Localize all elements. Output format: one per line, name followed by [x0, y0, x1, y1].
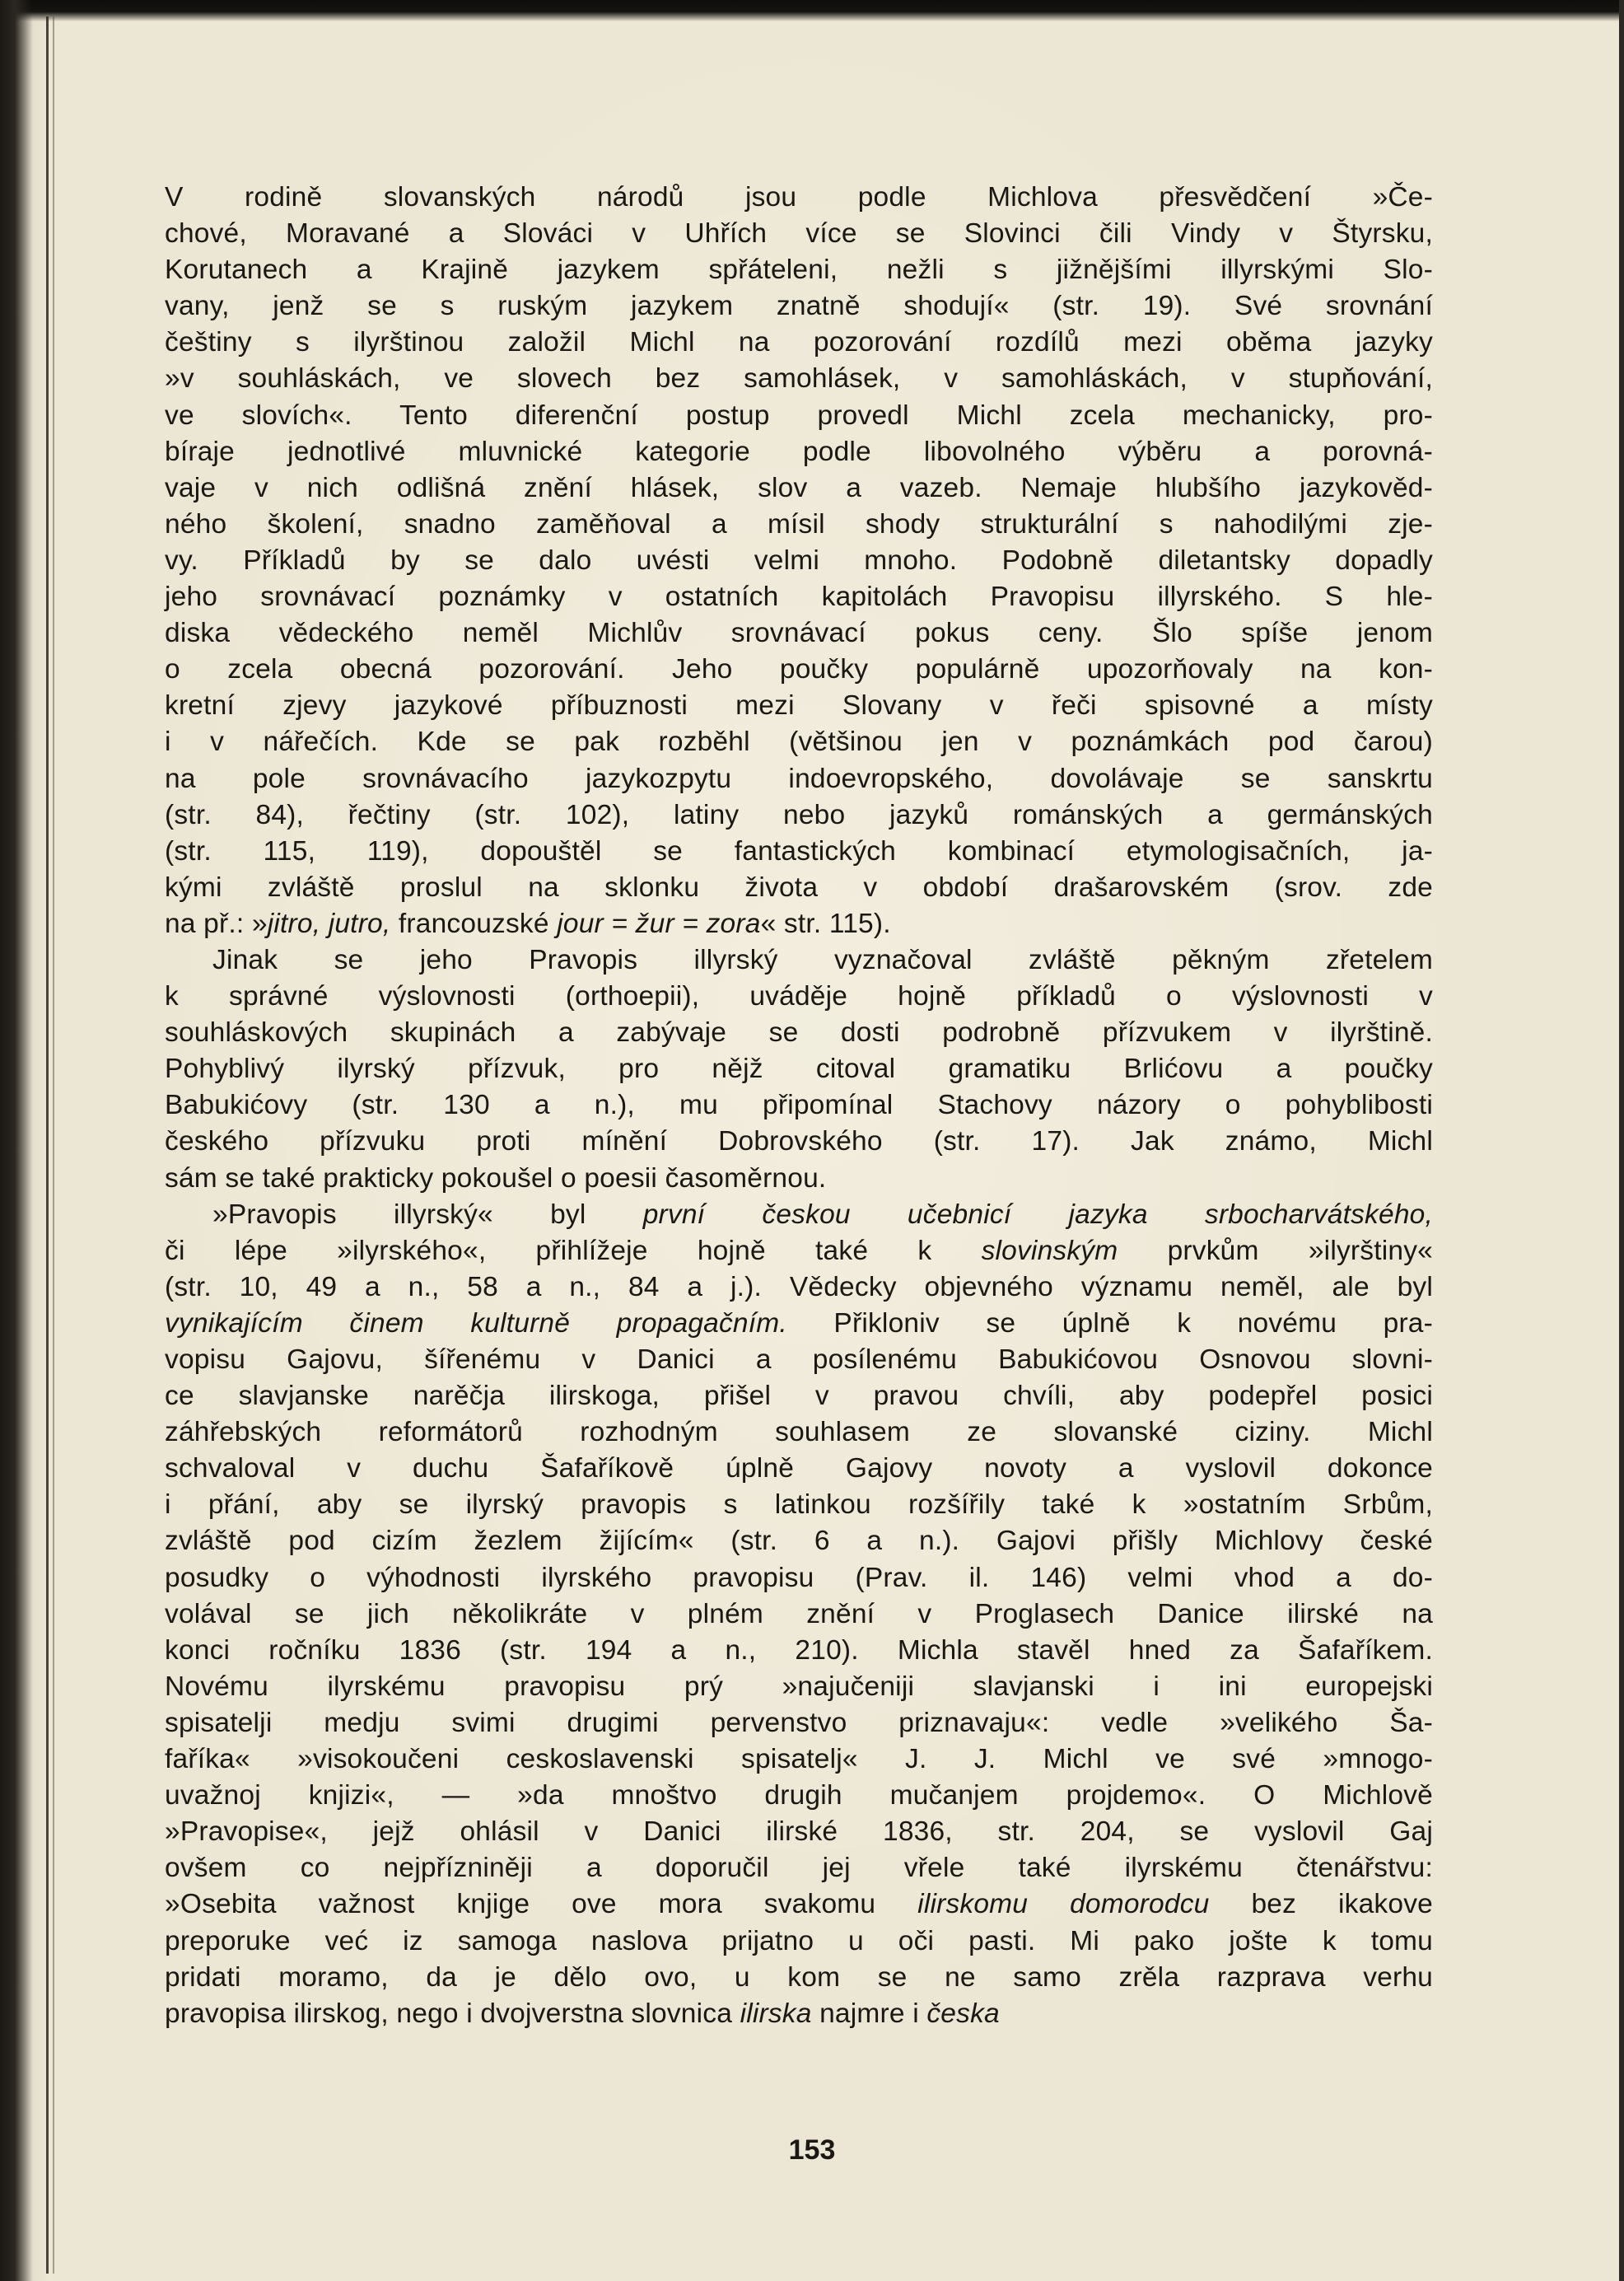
text-line: [165, 1015, 1433, 1051]
text-line: [165, 688, 1433, 724]
text-line: [165, 652, 1433, 688]
text-run: »Pravopis illyrský« byl: [212, 1199, 643, 1230]
text-run: souhláskových skupinách a zabývaje se dosti podrobně přízvukem v ilyrštině.: [165, 1017, 1433, 1049]
text-line: [165, 470, 1433, 507]
text-run: francouzské: [390, 908, 558, 939]
text-line: [165, 1850, 1433, 1886]
text-run: diska vědeckého neměl Michlův srovnávací pokus ceny. Šlo spíše jenom: [165, 618, 1433, 649]
text-line: [165, 1705, 1433, 1741]
text-run: prvkům »ilyrštiny«: [1118, 1235, 1433, 1266]
italic-text-run: ilirskomu domorodcu: [917, 1889, 1210, 1920]
text-run: či lépe »ilyrského«, přihlížeje hojně také k: [165, 1235, 982, 1266]
text-run: Novému ilyrskému pravopisu prý »najučeniji slavjanski i ini europejski: [165, 1671, 1433, 1702]
text-run: jeho srovnávací poznámky v ostatních kapitolách Pravopisu illyrského. S hle-: [165, 582, 1433, 613]
text-line: [165, 1523, 1433, 1559]
text-run: najmre i: [811, 1998, 927, 2029]
text-line: [165, 1161, 1433, 1197]
text-line: [165, 579, 1433, 615]
text-line: [165, 1378, 1433, 1414]
text-run: češtiny s ilyrštinou založil Michl na pozorování rozdílů mezi oběma jazyky: [165, 327, 1433, 358]
text-line: [165, 434, 1433, 470]
text-run: Babukićovy (str. 130 a n.), mu připomínal Stachovy názory o pohyblibosti: [165, 1090, 1433, 1121]
italic-text-run: slovinským: [981, 1235, 1118, 1266]
text-run: vaje v nich odlišná znění hlásek, slov a vazeb. Nemaje hlubšího jazykověd-: [165, 472, 1433, 503]
text-run: faříka« »visokoučeni ceskoslavenski spisatelj« J. J. Michl ve své »mnogo-: [165, 1744, 1433, 1775]
text-line: [165, 1923, 1433, 1960]
text-line: [165, 1633, 1433, 1669]
text-line: [165, 1814, 1433, 1850]
text-line: [165, 834, 1433, 870]
text-run: bíraje jednotlivé mluvnické kategorie podle libovolného výběru a porovná-: [165, 436, 1433, 467]
text-run: Pohyblivý ilyrský přízvuk, pro nějž citoval gramatiku Brlićovu a poučky: [165, 1054, 1433, 1085]
text-line: [165, 1996, 1433, 2032]
text-line: [165, 615, 1433, 652]
text-run: volával se jich několikráte v plném znění v Proglasech Danice ilirské na: [165, 1598, 1433, 1629]
italic-text-run: jitro, jutro,: [267, 908, 391, 939]
text-line: [165, 325, 1433, 361]
text-run: vany, jenž se s ruským jazykem znatně shodují« (str. 19). Své srovnání: [165, 291, 1433, 322]
italic-text-run: jour = žur = zora: [557, 908, 761, 939]
text-line: [165, 1669, 1433, 1705]
binding-shadow: [0, 0, 33, 2281]
text-line: [165, 1886, 1433, 1923]
text-run: sám se také prakticky pokoušel o poesii časoměrnou.: [165, 1162, 827, 1194]
text-run: kými zvláště proslul na sklonku života v období drašarovském (srov. zde: [165, 872, 1433, 903]
text-line: [165, 1741, 1433, 1778]
page-number: 153: [788, 2134, 836, 2166]
text-run: pridati moramo, da je dělo ovo, u kom se ne samo zrěla razprava verhu: [165, 1961, 1433, 1993]
text-run: i v nářečích. Kde se pak rozběhl (většinou jen v poznámkách pod čarou): [165, 727, 1433, 758]
text-run: uvažnoj knjizi«, — »da mnoštvo drugih mučanjem projdemo«. O Michlově: [165, 1780, 1433, 1811]
text-line: [165, 507, 1433, 543]
text-run: ného školení, snadno zaměňoval a mísil shody strukturální s nahodilými zje-: [165, 508, 1433, 540]
text-run: »Pravopise«, jejž ohlásil v Danici ilirské 1836, str. 204, se vyslovil Gaj: [165, 1816, 1433, 1848]
binding-fold-line: [46, 16, 49, 2274]
text-run: bez ikakove: [1209, 1889, 1433, 1920]
text-line: [165, 906, 1433, 942]
text-line: [165, 979, 1433, 1015]
text-line: [165, 1560, 1433, 1596]
text-run: ce slavjanske narěčja ilirskoga, přišel v pravou chvíli, aby podepřel posici: [165, 1381, 1433, 1412]
text-run: ovšem co nejpřízniněji a doporučil jej vřele také ilyrskému čtenářstvu:: [165, 1853, 1433, 1884]
text-line: [165, 761, 1433, 797]
text-run: českého přízvuku proti mínění Dobrovského (str. 17). Jak známo, Michl: [165, 1126, 1433, 1157]
text-line: [165, 1778, 1433, 1814]
text-line: [165, 1306, 1433, 1342]
text-line: [165, 1487, 1433, 1523]
text-run: ve slovích«. Tento diferenční postup provedl Michl zcela mechanicky, pro-: [165, 400, 1433, 431]
italic-text-run: ilirska: [740, 1998, 812, 2029]
text-run: »Osebita važnost knjige ove mora svakomu: [165, 1889, 918, 1920]
body-text: [165, 180, 1433, 2032]
text-line: [165, 1269, 1433, 1306]
text-run: konci ročníku 1836 (str. 194 a n., 210). Michla stavěl hned za Šafaříkem.: [165, 1634, 1433, 1666]
text-run: (str. 10, 49 a n., 58 a n., 84 a j.). Vědecky objevného významu neměl, ale byl: [165, 1271, 1433, 1302]
text-run: pravopisa ilirskog, nego i dvojverstna slovnica: [165, 1998, 740, 2029]
text-run: k správné výslovnosti (orthoepii), uváděje hojně příkladů o výslovnosti v: [165, 981, 1433, 1012]
text-run: Jinak se jeho Pravopis illyrský vyznačoval zvláště pěkným zřetelem: [212, 944, 1433, 975]
text-line: [165, 1051, 1433, 1087]
text-line: [165, 1960, 1433, 1996]
text-run: schvaloval v duchu Šafaříkově úplně Gajovy novoty a vyslovil dokonce: [165, 1453, 1433, 1484]
text-run: « str. 115).: [760, 908, 891, 939]
page-right-edge: [1619, 0, 1624, 2281]
text-line: [165, 797, 1433, 834]
text-run: chové, Moravané a Slováci v Uhřích více se Slovinci čili Vindy v Štyrsku,: [165, 218, 1433, 250]
text-line: [165, 1451, 1433, 1487]
text-line: [165, 180, 1433, 216]
text-run: vy. Příkladů by se dalo uvésti velmi mnoho. Podobně diletantsky dopadly: [165, 545, 1433, 576]
text-run: preporuke već iz samoga naslova prijatno u oči pasti. Mi pako jošte k tomu: [165, 1925, 1433, 1956]
text-run: spisatelji medju svimi drugimi pervenstvo priznavaju«: vedle »velikého Ša-: [165, 1707, 1433, 1738]
text-run: na př.: »: [165, 908, 268, 939]
page-top-shadow: [0, 0, 1624, 21]
text-line: [165, 361, 1433, 397]
text-run: o zcela obecná pozorování. Jeho poučky populárně upozorňovaly na kon-: [165, 654, 1433, 685]
text-line: [165, 1087, 1433, 1124]
text-line: [165, 1342, 1433, 1378]
text-run: (str. 84), řečtiny (str. 102), latiny nebo jazyků románských a germánských: [165, 799, 1433, 830]
text-run: i přání, aby se ilyrský pravopis s latinkou rozšířily také k »ostatním Srbům,: [165, 1489, 1433, 1521]
text-run: V rodině slovanských národů jsou podle Michlova přesvědčení »Če-: [165, 182, 1433, 213]
italic-text-run: česka: [926, 1998, 1000, 2029]
text-run: »v souhláskách, ve slovech bez samohlásek, v samohláskách, v stupňování,: [165, 363, 1433, 395]
text-run: (str. 115, 119), dopouštěl se fantastických kombinací etymologisačních, ja-: [165, 835, 1433, 867]
text-run: Přikloniv se úplně k novému pra-: [786, 1307, 1433, 1339]
text-run: zvláště pod cizím žezlem žijícím« (str. 6 a n.). Gajovi přišly Michlovy české: [165, 1526, 1433, 1557]
binding-fold-line-secondary: [53, 16, 54, 2274]
text-line: [165, 724, 1433, 760]
text-line: [165, 252, 1433, 288]
text-run: vopisu Gajovu, šířenému v Danici a posílenému Babukićovou Osnovou slovni-: [165, 1344, 1433, 1375]
text-run: záhřebských reformátorů rozhodným souhlasem ze slovanské ciziny. Michl: [165, 1417, 1433, 1448]
text-line: [165, 398, 1433, 434]
text-run: na pole srovnávacího jazykozpytu indoevropského, dovolávaje se sanskrtu: [165, 763, 1433, 794]
text-line: [165, 870, 1433, 906]
text-run: Korutanech a Krajině jazykem spřáteleni, nežli s jižnějšími illyrskými Slo-: [165, 255, 1433, 286]
text-line: [165, 942, 1433, 979]
text-line: [165, 1124, 1433, 1160]
text-line: [165, 288, 1433, 325]
italic-text-run: první českou učebnicí jazyka srbocharvátského,: [642, 1199, 1433, 1230]
text-run: posudky o výhodnosti ilyrského pravopisu (Prav. il. 146) velmi vhod a do-: [165, 1562, 1433, 1593]
text-line: [165, 1197, 1433, 1233]
text-line: [165, 1596, 1433, 1633]
text-line: [165, 543, 1433, 579]
text-run: kretní zjevy jazykové příbuznosti mezi Slovany v řeči spisovné a místy: [165, 690, 1433, 722]
text-line: [165, 1233, 1433, 1269]
italic-text-run: vynikajícím činem kulturně propagačním.: [165, 1307, 787, 1339]
text-line: [165, 216, 1433, 252]
text-line: [165, 1414, 1433, 1451]
